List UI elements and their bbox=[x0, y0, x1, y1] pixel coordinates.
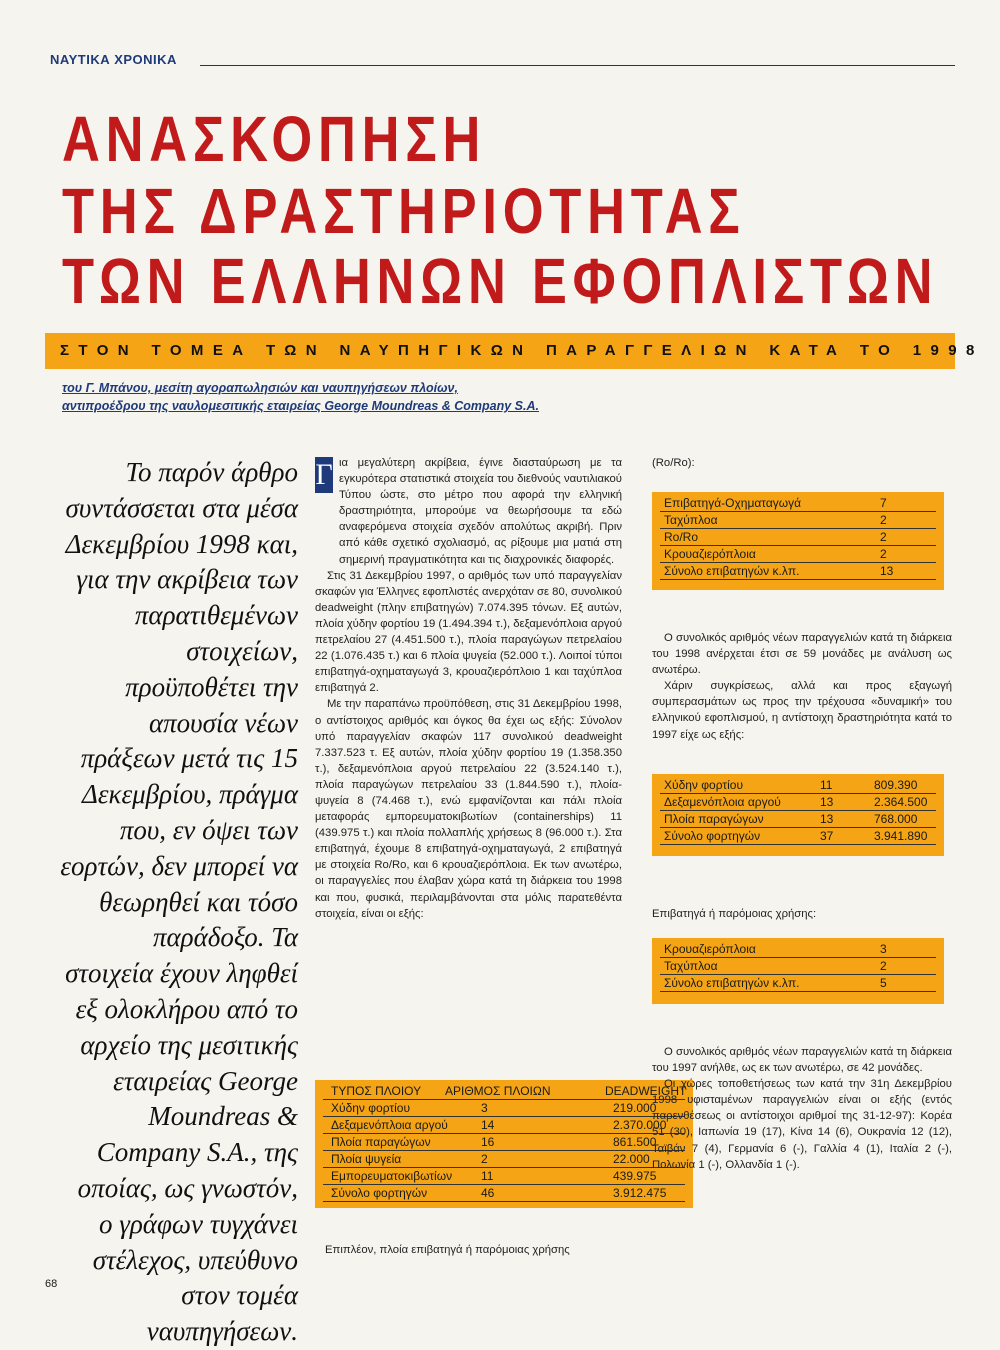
col3-end bbox=[652, 1044, 952, 1173]
table-cell: 2 bbox=[880, 513, 887, 527]
table-cell: 2 bbox=[880, 530, 887, 544]
orders-1998-passenger-table bbox=[652, 492, 944, 590]
title-line-2: ΤΗΣ ΔΡΑΣΤΗΡΙΟΤΗΤΑΣ bbox=[62, 175, 746, 247]
table-cell: Πλοία παραγώγων bbox=[664, 812, 764, 826]
col2-paragraph-1: ια μεγαλύτερη ακρίβεια, έγινε διασταύρωση με τα εγκυρότερα στατιστικά στοιχεία του διεθνούς ναυτιλιακού Τύπου ώστε, στο μέτρο που αφορά την ελληνική δραστηριότητα, μπορούμε να θεωρήσουμε τα εδώ αναφερόμενα στοιχεία σχεδόν απολύτως ακριβή. Πριν από κάθε σχετικό σχολιασμό, ας ρίξουμε μια ματιά στη σημερινή πραγματικότητα και τις διαχρονικές διαφορές. bbox=[339, 457, 622, 566]
table-cell: 37 bbox=[820, 829, 834, 843]
title-line-1: ΑΝΑΣΚΟΠΗΣΗ bbox=[62, 103, 487, 175]
table-row bbox=[323, 1135, 685, 1151]
byline-line-1: του Γ. Μπάνου, μεσίτη αγοραπωλησιών και ναυπηγήσεων πλοίων, bbox=[62, 381, 458, 395]
col3-passenger-label: Επιβατηγά ή παρόμοιας χρήσης: bbox=[652, 908, 817, 920]
table-cell: 13 bbox=[820, 812, 834, 826]
table-cell: Κρουαζιερόπλοια bbox=[664, 942, 756, 956]
table-cell: 2.364.500 bbox=[874, 795, 928, 809]
col3-end-paragraph-2: Οι χώρες τοποθετήσεως των κατά την 31η Δεκεμβρίου 1998 υφισταμένων παραγγελιών είναι οι εξής (εντός παρενθέσεως οι αντίστοιχοι αριθμοί της 31-12-97): Κορέα 51 (30), Ιαπωνία 19 (17), Κίνα 14 (6), Ουκρανία 12 (12), Ταϊβάν 7 (4), Γερμανία 6 (-), Γαλλία 4 (1), Ιταλία 2 (-), Πολωνία 1 (-), Ολλανδία 1 (-). bbox=[652, 1078, 952, 1171]
table-cell: Σύνολο επιβατηγών κ.λπ. bbox=[664, 976, 800, 990]
table-row bbox=[660, 513, 936, 529]
table-row bbox=[323, 1101, 685, 1117]
col2-paragraph-3: Με την παραπάνω προϋπόθεση, στις 31 Δεκεμβρίου 1998, ο αντίστοιχος αριθμός και όγκος θα έχει ως εξής: Σύνολον υπό παραγγελίαν σκαφών 117 συνολικού deadweight 7.337.523 τ. Εξ αυτών, πλοία χύδην φορτίου 19 (1.358.350 τ.), δεξαμενόπλοια αργού πετρελαίου 22 (3.524.140 τ.), πλοία παραγώγων πετρελαίου 33 (1.844.590 τ.), πλοία-ψυγεία 8 (74.468 τ.), ενώ εμφανίζονται και πάλι πλοία μεταφοράς εμπορευματοκιβωτίων (containerships) 11 (439.975 τ.) και πλοία πολλαπλής χρήσεως 8 (96.000 τ.). Στα επιβατηγά, έχουμε 8 επιβατηγά-οχηματαγωγά, 2 επιβατηγά με στοιχεία Ro/Ro, και 6 κρουαζιερόπλοια. Εκ των ανωτέρω, οι παραγγελίες που έλαβαν χώρα κατά τη διάρκεια του 1998 και που, φυσικά, περιλαμβάνονται στα μόλις παρατεθέντα στοιχεία, είναι οι εξής: bbox=[315, 698, 622, 920]
table-row bbox=[660, 795, 936, 811]
table-cell: Εμπορευματοκιβωτίων bbox=[331, 1169, 453, 1183]
table-cell: 2.370.000 bbox=[613, 1118, 667, 1132]
table-header bbox=[323, 1084, 685, 1100]
table-cell: 2 bbox=[880, 959, 887, 973]
table-cell: 3.912.475 bbox=[613, 1186, 667, 1200]
table-cell: 14 bbox=[481, 1118, 495, 1132]
table-row bbox=[323, 1186, 685, 1202]
table-cell: 219.000 bbox=[613, 1101, 657, 1115]
table-cell: 861.500 bbox=[613, 1135, 657, 1149]
table-row bbox=[660, 959, 936, 975]
table-row bbox=[323, 1169, 685, 1185]
table-cell: 11 bbox=[820, 778, 833, 792]
col2-paragraph-2: Στις 31 Δεκεμβρίου 1997, ο αριθμός των υπό παραγγελίαν σκαφών για Έλληνες εφοπλιστές ανερχόταν σε 80, συνολικού deadweight (πλην επιβατηγών) 7.074.395 τόνων. Εξ αυτών, πλοία χύδην φορτίου 19 (1.494.394 τ.), δεξαμενόπλοια αργού πετρελαίου 27 (4.451.500 τ.), πλοία παραγώγων πετρελαίου 22 (1.076.435 τ.) και 6 πλοία ψυγεία (52.000 τ.). Λοιποί τύποι επιβατηγά-οχηματαγωγά 3, κρουαζιερόπλοιο 1 και ταχύπλοα επιβατηγά 2. bbox=[315, 569, 622, 695]
subtitle: ΣΤΟΝ ΤΟΜΕΑ ΤΩΝ ΝΑΥΠΗΓΙΚΩΝ ΠΑΡΑΓΓΕΛΙΩΝ ΚΑΤΑ ΤΟ 1998 bbox=[60, 342, 984, 359]
table-cell: Ro/Ro bbox=[664, 530, 699, 544]
table-row bbox=[660, 564, 936, 580]
table-cell: 46 bbox=[481, 1186, 495, 1200]
table-cell: Επιβατηγά-Οχηματαγωγά bbox=[664, 496, 802, 510]
col3-middle bbox=[652, 630, 952, 743]
table-cell: 768.000 bbox=[874, 812, 918, 826]
table-cell: Πλοία παραγώγων bbox=[331, 1135, 431, 1149]
section-header: ΝΑΥΤΙΚΑ ΧΡΟΝΙΚΑ bbox=[50, 52, 177, 67]
table-cell: Δεξαμενόπλοια αργού bbox=[331, 1118, 448, 1132]
table-row bbox=[660, 812, 936, 828]
table-cell: Σύνολο φορτηγών bbox=[664, 829, 761, 843]
table-cell: 7 bbox=[880, 496, 887, 510]
table-row bbox=[660, 530, 936, 546]
table-cell: 809.390 bbox=[874, 778, 918, 792]
table-row bbox=[660, 942, 936, 958]
orders-1997-cargo-table bbox=[652, 774, 944, 856]
header-deadweight: DEADWEIGHT bbox=[605, 1084, 687, 1098]
table-cell: 5 bbox=[880, 976, 887, 990]
title-line-3: ΤΩΝ ΕΛΛΗΝΩΝ ΕΦΟΠΛΙΣΤΩΝ bbox=[62, 245, 939, 317]
body-column-2 bbox=[315, 455, 622, 922]
table-cell: 439.975 bbox=[613, 1169, 657, 1183]
header-ship-type: ΤΥΠΟΣ ΠΛΟΙΟΥ bbox=[331, 1084, 422, 1098]
table-cell: 13 bbox=[880, 564, 894, 578]
table-cell: Ταχύπλοα bbox=[664, 959, 718, 973]
table-cell: 3 bbox=[880, 942, 887, 956]
table-cell: Δεξαμενόπλοια αργού bbox=[664, 795, 781, 809]
table-cell: 3.941.890 bbox=[874, 829, 928, 843]
table-cell: Ταχύπλοα bbox=[664, 513, 718, 527]
col3-paragraph-2: Χάριν συγκρίσεως, αλλά και προς εξαγωγή συμπερασμάτων ως προς την τρέχουσα «δυναμική» του ελληνικού εφοπλισμού, η αντίστοιχη δραστηριότητα κατά το 1997 είχε ως εξής: bbox=[652, 680, 952, 741]
table-row bbox=[660, 976, 936, 992]
table-cell: 22.000 bbox=[613, 1152, 650, 1166]
section-rule bbox=[200, 65, 955, 66]
table-row bbox=[660, 778, 936, 794]
table-cell: Χύδην φορτίου bbox=[664, 778, 744, 792]
page-number: 68 bbox=[45, 1278, 58, 1290]
table-row bbox=[660, 829, 936, 845]
table-row bbox=[323, 1118, 685, 1134]
col3-top: (Ro/Ro): bbox=[652, 457, 695, 469]
table-cell: Σύνολο επιβατηγών κ.λπ. bbox=[664, 564, 800, 578]
table-row bbox=[660, 547, 936, 563]
table-cell: Πλοία ψυγεία bbox=[331, 1152, 402, 1166]
table-cell: Σύνολο φορτηγών bbox=[331, 1186, 428, 1200]
table-cell: 16 bbox=[481, 1135, 495, 1149]
tail-text: Επιπλέον, πλοία επιβατηγά ή παρόμοιας χρήσης bbox=[325, 1244, 570, 1256]
table-cell: 2 bbox=[481, 1152, 488, 1166]
header-number: ΑΡΙΘΜΟΣ ΠΛΟΙΩΝ bbox=[445, 1084, 551, 1098]
byline-line-2: αντιπροέδρου της ναυλομεσιτικής εταιρείας George Moundreas & Company S.A. bbox=[62, 399, 539, 413]
table-row bbox=[660, 496, 936, 512]
table-cell: Χύδην φορτίου bbox=[331, 1101, 411, 1115]
orders-1998-cargo-table bbox=[315, 1080, 693, 1208]
pull-quote: Το παρόν άρθρο συντάσσεται στα μέσα Δεκεμβρίου 1998 και, για την ακρίβεια των παρατιθεμένων στοιχείων, προϋποθέτει την απουσία νέων πράξεων μετά τις 15 Δεκεμβρίου, πράγμα που, εν όψει των εορτών, δεν μπορεί να θεωρηθεί και τόσο παράδοξο. Τα στοιχεία έχουν ληφθεί εξ ολοκλήρου από το αρχείο της μεσιτικής εταιρείας George Moundreas & Company S.A., της οποίας, ως γνωστόν, ο γράφων τυγχάνει στέλεχος, υπεύθυνο στον τομέα ναυπηγήσεων. bbox=[60, 457, 298, 1347]
table-cell: Κρουαζιερόπλοια bbox=[664, 547, 756, 561]
table-row bbox=[323, 1152, 685, 1168]
col3-paragraph-1: Ο συνολικός αριθμός νέων παραγγελιών κατά τη διάρκεια του 1998 ανέρχεται έτσι σε 59 μονάδες με ανάλυση ως ανωτέρω. bbox=[652, 632, 952, 677]
orders-1997-passenger-table bbox=[652, 938, 944, 1004]
col3-end-paragraph-1: Ο συνολικός αριθμός νέων παραγγελιών κατά τη διάρκεια του 1997 ανήλθε, ως εκ των ανωτέρω, σε 42 μονάδες. bbox=[652, 1046, 952, 1075]
drop-cap-block: Γ bbox=[315, 458, 333, 491]
table-cell: 11 bbox=[481, 1169, 494, 1183]
table-cell: 2 bbox=[880, 547, 887, 561]
table-cell: 3 bbox=[481, 1101, 488, 1115]
table-cell: 13 bbox=[820, 795, 834, 809]
